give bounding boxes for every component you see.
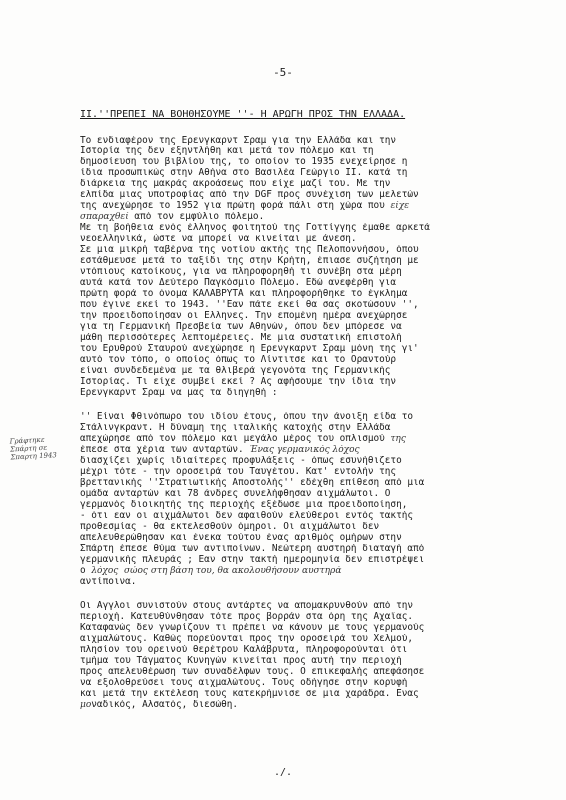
text-line: αντίποινα. (80, 577, 137, 587)
text-line: νεοελληνικά, ώστε να μπορεί να κινείται με άνεση. (80, 234, 357, 244)
text-line: Ιστορίας. Τι είχε συμβεί εκεί ? Ας αφήσουμε την ίδια την (80, 377, 397, 387)
text-line: Το ενδιαφέρον της Ερενγκαρντ Σραμ για την Ελλάδα και την (80, 136, 397, 146)
text-line (80, 201, 530, 211)
text-line: αυτά κατά τον Δεύτερο Παγκόσμιο Πόλεμο. Εδώ ανεφέρθη για (80, 278, 397, 288)
text-line: - ότι εαν οι αιχμάλωτοι δεν αφαιθούν ελεύθεροι εντός τακτής (80, 511, 414, 521)
typed-fragment: ναδικός, Αλσατός, διεσώθη. (91, 700, 239, 710)
text-line: την προειδοποίησαν οι Ελληνες. Την επομένη ημέρα ανεχώρησε (80, 311, 408, 321)
text-line: για τη Γερμανική Πρεσβεία των Αθηνών, όπου δεν μπόρεσε να (80, 322, 402, 332)
text-line: βρεττανικής ''Στρατιωτικής Αποστολής'' εδέχθη επίθεση από μια (80, 478, 425, 488)
text-line: ντόπιους κατοίκους, για να πληροφορηθή τι συνέβη στα μέρη (80, 267, 402, 277)
handwritten-margin-note: Γράφτηκε Σπάρτη σε Σπαρτη 1943 (9, 435, 58, 462)
typed-fragment: έπεσε στα χέρια των ανταρτών. (80, 445, 244, 455)
text-line: που έγινε εκεί το 1943. ''Εαν πάτε εκεί θα σας σκοτώσουν '', (80, 300, 419, 310)
text-line: ομάδα ανταρτών και 78 άνδρες συνελήφθησαν αιχμάλωτοι. Ο (80, 489, 391, 499)
typed-fragment: ο (80, 566, 86, 576)
typed-fragment: από τον εμφύλιο πόλεμο. (134, 212, 265, 222)
text-line: να εξολοθρεύσει τους αιχμαλώτους. Τους οδήγησε στην κορυφή (80, 678, 408, 688)
text-line: ίδια προσωπικώς στην Αθήνα στο Βασιλέα Γεώργιο ΙΙ. κατά τη (80, 168, 408, 178)
text-line: διάρκεια της μακράς ακροάσεως που είχε μαζί του. Με την (80, 179, 391, 189)
text-line: Με τη βοήθεια ενός έλληνος φοιτητού της Γοττίγγης έμαθε αρκετά (80, 223, 430, 233)
handwritten-insert: μο (80, 700, 92, 710)
continuation-mark: ./. (273, 767, 293, 778)
handwritten-insert: είχε (390, 201, 410, 211)
text-line: πρώτη φορά το όνομα ΚΑΛΑΒΡΥΤΑ και πληροφορήθηκε το έγκλημα (80, 289, 408, 299)
text-line: δημοσίευση του βιβλίου της, το οποίον το 1935 ενεχείρησε η (80, 157, 408, 167)
text-line: Ιστορία της δεν εξηντλήθη και μετά τον πόλεμο και τη (80, 146, 374, 156)
text-line: Οι Αγγλοι συνιστούν στους αντάρτες να απομακρυνθούν από την (80, 601, 414, 611)
text-line: αυτό τον τόπο, ο οποίος όπως το Λίντιτσε και το Οραντούρ (80, 355, 397, 365)
text-line: εστάθμευσε μετά το ταξίδι της στην Κρήτη, έπιασε συζήτηση με (80, 256, 419, 266)
handwritten-insert: Ένας γερμανικός λόχος (249, 445, 360, 455)
text-line: απελευθερώθησαν και ένεκα τούτου ένας αριθμός ομήρων στην (80, 533, 402, 543)
text-line (80, 566, 530, 576)
text-line: περιοχή. Κατευθύνθησαν τότε προς βορράν στα όρη της Αχαΐας. (80, 612, 414, 622)
text-line: και μετά την εκτέλεση τους κατεκρήμνισε σε μια χαράδρα. Ενας (80, 689, 419, 699)
typed-fragment: απεχώρησε από τον πόλεμο και μεγάλο μέρος του οπλισμού (80, 434, 385, 444)
text-line (80, 700, 530, 710)
page-number: -5- (273, 66, 293, 79)
typed-fragment: της ανεχώρησε το 1952 για πρώτη φορά πάλι στη χώρα που (80, 201, 385, 211)
text-line (80, 445, 530, 455)
text-line: Σε μια μικρή ταβέρνα της νοτίου ακτής της Πελοποννήσου, όπου (80, 245, 419, 255)
section-heading: II.''ΠΡΕΠΕΙ ΝΑ ΒΟΗΘΗΣΟΥΜΕ ''- Η ΑΡΩΓΗ ΠΡΟΣ ΤΗΝ ΕΛΛΑΔΑ. (80, 109, 406, 120)
text-line: γερμανικής πλευράς ; Εαν στην τακτή ημερομηνία δεν επιστρέψει (80, 555, 425, 565)
text-line: Καταφανώς δεν γνωρίζουν τι πρέπει να κάνουν με τους γερμανούς (80, 623, 425, 633)
text-line: τμήμα του Τάγματος Κυνηγών κινείται προς αυτή την περιοχή (80, 656, 402, 666)
handwritten-insert: σώος στη βάση του, θα ακολουθήσουν αυστηρά (124, 566, 342, 576)
text-line: πλησίον του ορεινού θερέτρου Καλάβρυτα, πληροφορούνται ότι (80, 645, 408, 655)
text-line: ελπίδα μιας υποτροφίας από την DGF προς συνέχιση των μελετών (80, 190, 419, 200)
handwritten-insert: λόχος (91, 566, 119, 576)
text-line: είναι συνδεδεμένα με τα θλιβερά γεγονότα της Γερμανικής (80, 366, 391, 376)
text-line: γερμανός διοικητής της περιοχής εξέδωσε μια προειδοποίηση, (80, 500, 408, 510)
text-line: διασχίζει χωρίς ιδιαίτερες προφυλάξεις - όπως εσυνήθιζετο (80, 456, 402, 466)
text-line: του Ερυθρού Σταυρού ανεχώρησε η Ερενγκαρντ Σραμ μόνη της γι' (80, 344, 419, 354)
text-line: αιχμαλώτους. Καθώς πορεύονται προς την οροσειρά του Χελμού, (80, 634, 414, 644)
text-line (80, 434, 530, 444)
text-line: Σπάρτη έπεσε θύμα των αντιποίνων. Νεώτερη αυστηρή διαταγή από (80, 544, 425, 554)
handwritten-insert: της (390, 434, 406, 444)
text-line: Στάλινγκραντ. Η δύναμη της ιταλικής κατοχής στην Ελλάδα (80, 423, 391, 433)
text-line: μάθη περισσότερες λεπτομέρειες. Με μια συστατική επιστολή (80, 333, 402, 343)
text-line: Ερενγκαρντ Σραμ να μας τα διηγηθή : (80, 388, 278, 398)
handwritten-insert: σπαραχθεί (80, 212, 129, 222)
text-line: μέχρι τότε - την οροσειρά του Ταυγέτου. Κατ' εντολήν της (80, 467, 397, 477)
text-line: προς απελευθέρωση των συναδέλφων τους. Ο επικεφαλής απεφάσησε (80, 667, 425, 677)
text-line: '' Είναι Φθινόπωρο του ιδίου έτους, όπου την άνοιξη είδα το (80, 412, 414, 422)
text-line (80, 212, 530, 222)
text-line: προθεσμίας - θα εκτελεσθούν όμηροι. Οι αιχμάλωτοι δεν (80, 522, 380, 532)
